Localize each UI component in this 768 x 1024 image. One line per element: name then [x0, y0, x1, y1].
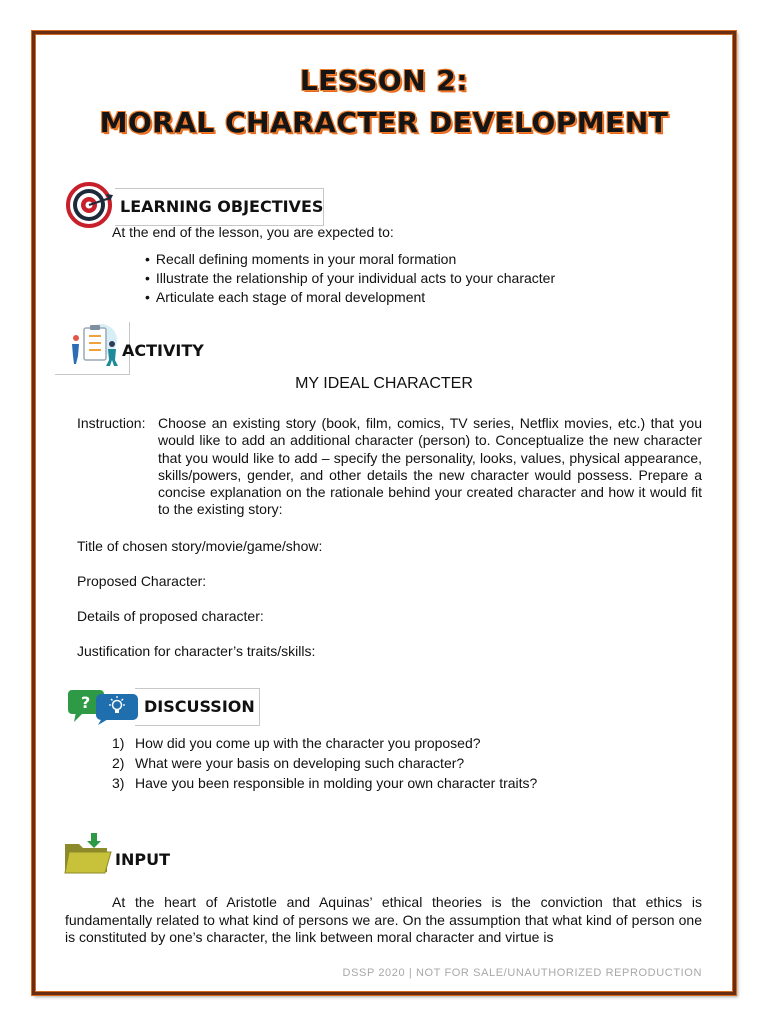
instruction-lead: Instruction:: [77, 415, 146, 431]
question-text: How did you come up with the character you proposed?: [135, 735, 481, 751]
checklist-people-icon: [68, 322, 120, 368]
lesson-subtitle: MORAL CHARACTER DEVELOPMENT: [99, 106, 669, 139]
question-number: 3): [112, 775, 125, 791]
question-number: 1): [112, 735, 125, 751]
discussion-question: [112, 775, 537, 791]
objectives-label: LEARNING OBJECTIVES: [120, 197, 324, 216]
input-paragraph-text: At the heart of Aristotle and Aquinas’ ethical theories is the conviction that ethics is fundamentally related to what kind of persons we are. On the assumption that what kind of person one is constituted by one’s character, the link between moral character and virtue is: [65, 894, 702, 945]
footer-notice: DSSP 2020 | NOT FOR SALE/UNAUTHORIZED REPRODUCTION: [342, 967, 702, 979]
input-paragraph: [65, 894, 702, 947]
lesson-title: LESSON 2:: [299, 64, 469, 97]
activity-title: MY IDEAL CHARACTER: [295, 375, 473, 392]
folder-download-icon: [63, 832, 113, 876]
field-proposed-character: Proposed Character:: [77, 573, 207, 589]
question-number: 2): [112, 755, 125, 771]
instruction-text: Choose an existing story (book, film, comics, TV series, Netflix movies, etc.) that you would like to add an additional character (person) to. Conceptualize the new character that you would like to add – specify the personality, looks, values, physical appearance, skills/powers, gender, and other details the new character would possess. Prepare a concise explanation on the rationale behind your created character and how it would fit to the existing story:: [158, 415, 702, 518]
chat-bubbles-icon: [66, 688, 142, 726]
discussion-question: [112, 735, 481, 751]
discussion-label: DISCUSSION: [144, 697, 255, 716]
objective-item: • Articulate each stage of moral development: [145, 289, 425, 305]
objective-item: • Recall defining moments in your moral formation: [145, 251, 456, 267]
field-justification: Justification for character’s traits/skills:: [77, 643, 316, 659]
field-character-details: Details of proposed character:: [77, 608, 264, 624]
discussion-question: [112, 755, 464, 771]
question-text: What were your basis on developing such character?: [135, 755, 465, 771]
objectives-intro: At the end of the lesson, you are expected to:: [112, 224, 394, 240]
question-text: Have you been responsible in molding your own character traits?: [135, 775, 538, 791]
target-icon: [66, 182, 116, 228]
activity-label: ACTIVITY: [122, 341, 204, 360]
input-label: INPUT: [115, 850, 170, 869]
field-story-title: Title of chosen story/movie/game/show:: [77, 538, 323, 554]
svg-text:?: ?: [81, 693, 91, 712]
objective-item: • Illustrate the relationship of your individual acts to your character: [145, 270, 555, 286]
